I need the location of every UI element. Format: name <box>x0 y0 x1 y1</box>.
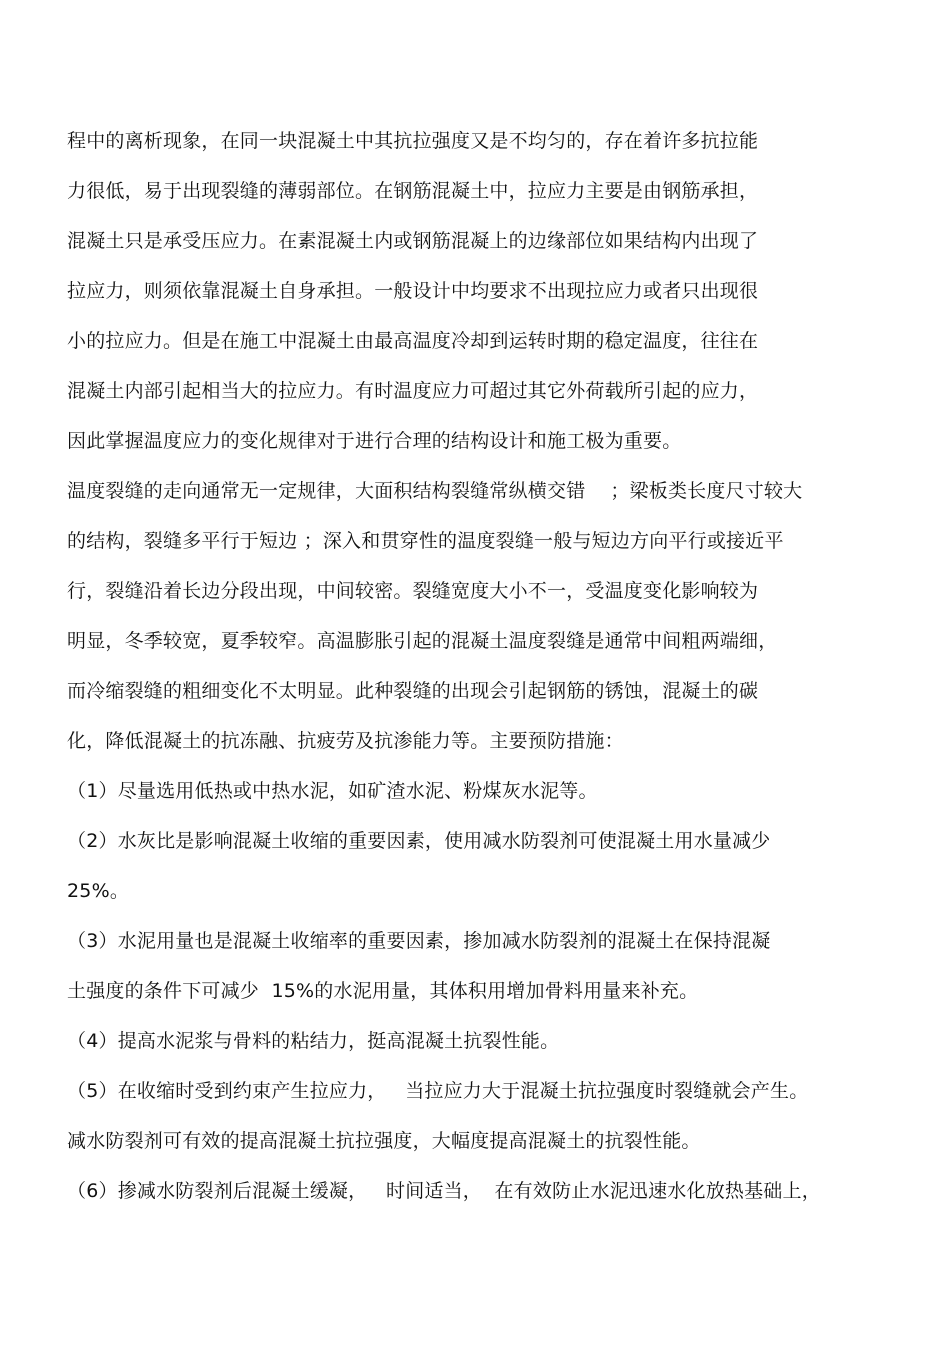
text-line: 行，裂缝沿着长边分段出现，中间较密。裂缝宽度大小不一，受温度变化影响较为 <box>67 580 759 602</box>
text-line: 化，降低混凝土的抗冻融、抗疲劳及抗渗能力等。主要预防措施： <box>67 730 624 752</box>
list-item-3: （3）水泥用量也是混凝土收缩率的重要因素，掺加减水防裂剂的混凝土在保持混凝 <box>67 930 771 952</box>
list-item-1: （1）尽量选用低热或中热水泥，如矿渣水泥、粉煤灰水泥等。 <box>67 780 598 802</box>
text-line: 拉应力，则须依靠混凝土自身承担。一般设计中均要求不出现拉应力或者只出现很 <box>67 280 759 302</box>
list-item-4: （4）提高水泥浆与骨料的粘结力，挺高混凝土抗裂性能。 <box>67 1030 560 1052</box>
list-item-6: （6）掺减水防裂剂后混凝土缓凝， 时间适当， 在有效防止水泥迅速水化放热基础上， <box>67 1180 821 1202</box>
text-line: 程中的离析现象，在同一块混凝土中其抗拉强度又是不均匀的，存在着许多抗拉能 <box>67 130 759 152</box>
text-line: 力很低，易于出现裂缝的薄弱部位。在钢筋混凝土中，拉应力主要是由钢筋承担， <box>67 180 759 202</box>
text-line: 因此掌握温度应力的变化规律对于进行合理的结构设计和施工极为重要。 <box>67 430 682 452</box>
text-line: 而冷缩裂缝的粗细变化不太明显。此种裂缝的出现会引起钢筋的锈蚀，混凝土的碳 <box>67 680 759 702</box>
list-item-5: （5）在收缩时受到约束产生拉应力， 当拉应力大于混凝土抗拉强度时裂缝就会产生。 <box>67 1080 809 1102</box>
text-line: 温度裂缝的走向通常无一定规律，大面积结构裂缝常纵横交错 ；梁板类长度尺寸较大 <box>67 480 803 502</box>
text-line: 混凝土只是承受压应力。在素混凝土内或钢筋混凝上的边缘部位如果结构内出现了 <box>67 230 759 252</box>
text-line: 的结构，裂缝多平行于短边 ；深入和贯穿性的温度裂缝一般与短边方向平行或接近平 <box>67 530 784 552</box>
text-line: 小的拉应力。但是在施工中混凝土由最高温度冷却到运转时期的稳定温度，往往在 <box>67 330 759 352</box>
text-line: 明显，冬季较宽，夏季较窄。高温膨胀引起的混凝土温度裂缝是通常中间粗两端细， <box>67 630 778 652</box>
list-item-3-continued: 土强度的条件下可减少 15%的水泥用量，其体积用增加骨料用量来补充。 <box>67 980 699 1002</box>
list-item-2: （2）水灰比是影响混凝土收缩的重要因素，使用减水防裂剂可使混凝土用水量减少 <box>67 830 771 852</box>
text-line: 混凝土内部引起相当大的拉应力。有时温度应力可超过其它外荷载所引起的应力， <box>67 380 759 402</box>
list-item-2-continued: 25%。 <box>67 880 130 902</box>
list-item-5-continued: 减水防裂剂可有效的提高混凝土抗拉强度，大幅度提高混凝土的抗裂性能。 <box>67 1130 701 1152</box>
